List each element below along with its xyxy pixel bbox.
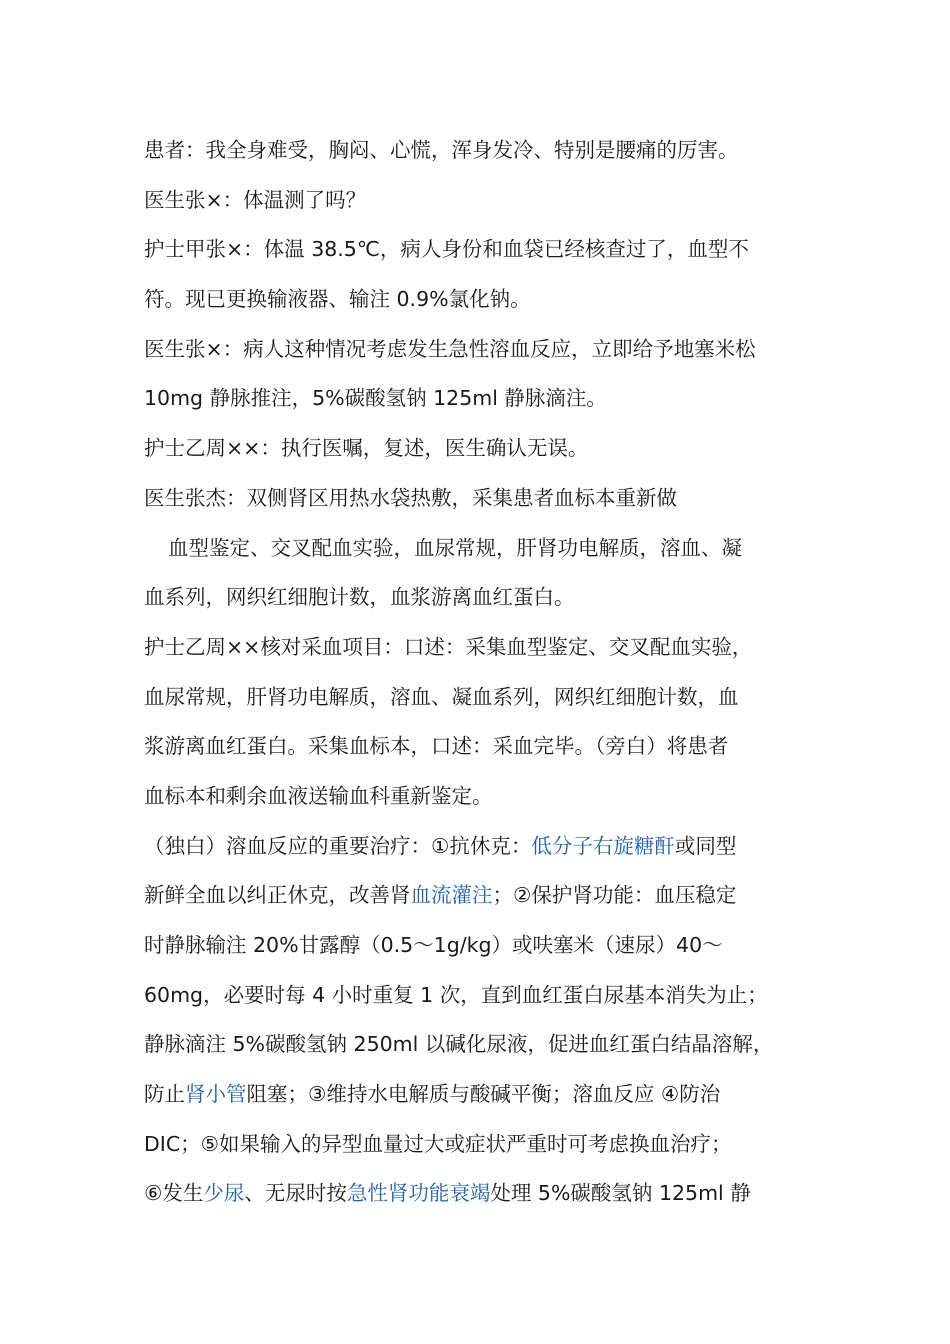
text-line xyxy=(144,871,844,921)
text-segment: （独白）溶血反应的重要治疗：①抗休克： xyxy=(144,833,532,858)
text-line xyxy=(144,424,844,474)
text-segment: 医生张×：病人这种情况考虑发生急性溶血反应，立即给予地塞米松 xyxy=(144,336,756,361)
text-line xyxy=(144,524,844,574)
text-segment: 处理 5%碳酸氢钠 125ml 静 xyxy=(490,1181,751,1206)
text-segment: 医生张杰：双侧肾区用热水袋热敷，采集患者血标本重新做 xyxy=(144,485,677,510)
text-segment: ；②保护肾功能：血压稳定 xyxy=(492,883,737,908)
text-segment: 患者：我全身难受，胸闷、心慌，浑身发冷、特别是腰痛的厉害。 xyxy=(144,138,739,162)
text-segment: 浆游离血红蛋白。采集血标本，口述：采血完毕。（旁白）将患者 xyxy=(144,734,729,759)
text-line xyxy=(144,722,844,772)
text-segment: 或同型 xyxy=(674,833,737,858)
text-line xyxy=(144,971,844,1021)
text-segment: 符。现已更换输液器、输注 0.9%氯化钠。 xyxy=(144,287,531,312)
text-line xyxy=(144,673,844,723)
text-line xyxy=(144,176,844,226)
text-segment: 护士乙周××：执行医嘱，复述，医生确认无误。 xyxy=(144,436,589,461)
text-segment: 、无尿时按 xyxy=(244,1181,347,1206)
text-segment: 防止 xyxy=(144,1082,185,1107)
text-line xyxy=(144,374,844,424)
text-line xyxy=(144,1020,844,1070)
text-segment: 血系列，网织红细胞计数，血浆游离血红蛋白。 xyxy=(144,585,575,610)
text-segment: DIC；⑤如果输入的异型血量过大或症状严重时可考虑换血治疗； xyxy=(144,1131,732,1156)
text-segment: 60mg，必要时每 4 小时重复 1 次，直到血红蛋白尿基本消失为止； xyxy=(144,982,768,1007)
text-line xyxy=(144,275,844,325)
text-line xyxy=(144,225,844,275)
text-segment: 时静脉输注 20%甘露醇（0.5～1g/kg）或呋塞米（速尿）40～ xyxy=(144,933,723,957)
text-line xyxy=(144,921,844,971)
text-line xyxy=(144,474,844,524)
text-segment: 静脉滴注 5%碳酸氢钠 250ml 以碱化尿液，促进血红蛋白结晶溶解， xyxy=(144,1032,774,1057)
text-line xyxy=(144,573,844,623)
text-segment: 阻塞；③维持水电解质与酸碱平衡；溶血反应 ④防治 xyxy=(246,1082,721,1107)
hyperlink[interactable]: 少尿 xyxy=(203,1181,245,1206)
text-line xyxy=(144,1120,844,1170)
text-segment: 医生张×：体温测了吗？ xyxy=(144,187,367,212)
text-line xyxy=(144,822,844,872)
text-segment: ⑥发生 xyxy=(144,1181,204,1206)
text-line xyxy=(144,772,844,822)
hyperlink[interactable]: 急性肾功能衰竭 xyxy=(346,1181,491,1206)
text-segment: 血标本和剩余血液送输血科重新鉴定。 xyxy=(144,783,493,808)
hyperlink[interactable]: 血流灌注 xyxy=(410,883,493,908)
hyperlink[interactable]: 肾小管 xyxy=(185,1082,247,1107)
text-line xyxy=(144,623,844,673)
text-line xyxy=(144,126,844,176)
hyperlink[interactable]: 低分子右旋糖酐 xyxy=(531,833,675,858)
text-line xyxy=(144,1070,844,1120)
text-segment: 护士乙周××核对采血项目：口述：采集血型鉴定、交叉配血实验， xyxy=(144,634,753,659)
text-segment: 护士甲张×：体温 38.5℃，病人身份和血袋已经核查过了，血型不 xyxy=(144,237,749,262)
document-body xyxy=(144,126,844,1219)
text-segment: 10mg 静脉推注，5%碳酸氢钠 125ml 静脉滴注。 xyxy=(144,386,607,411)
text-segment: 新鲜全血以纠正休克，改善肾 xyxy=(144,883,411,908)
text-segment: 血型鉴定、交叉配血实验，血尿常规，肝肾功电解质，溶血、凝 xyxy=(168,535,742,560)
text-segment: 血尿常规，肝肾功电解质，溶血、凝血系列，网织红细胞计数，血 xyxy=(144,684,739,709)
text-line xyxy=(144,325,844,375)
text-line xyxy=(144,1169,844,1219)
